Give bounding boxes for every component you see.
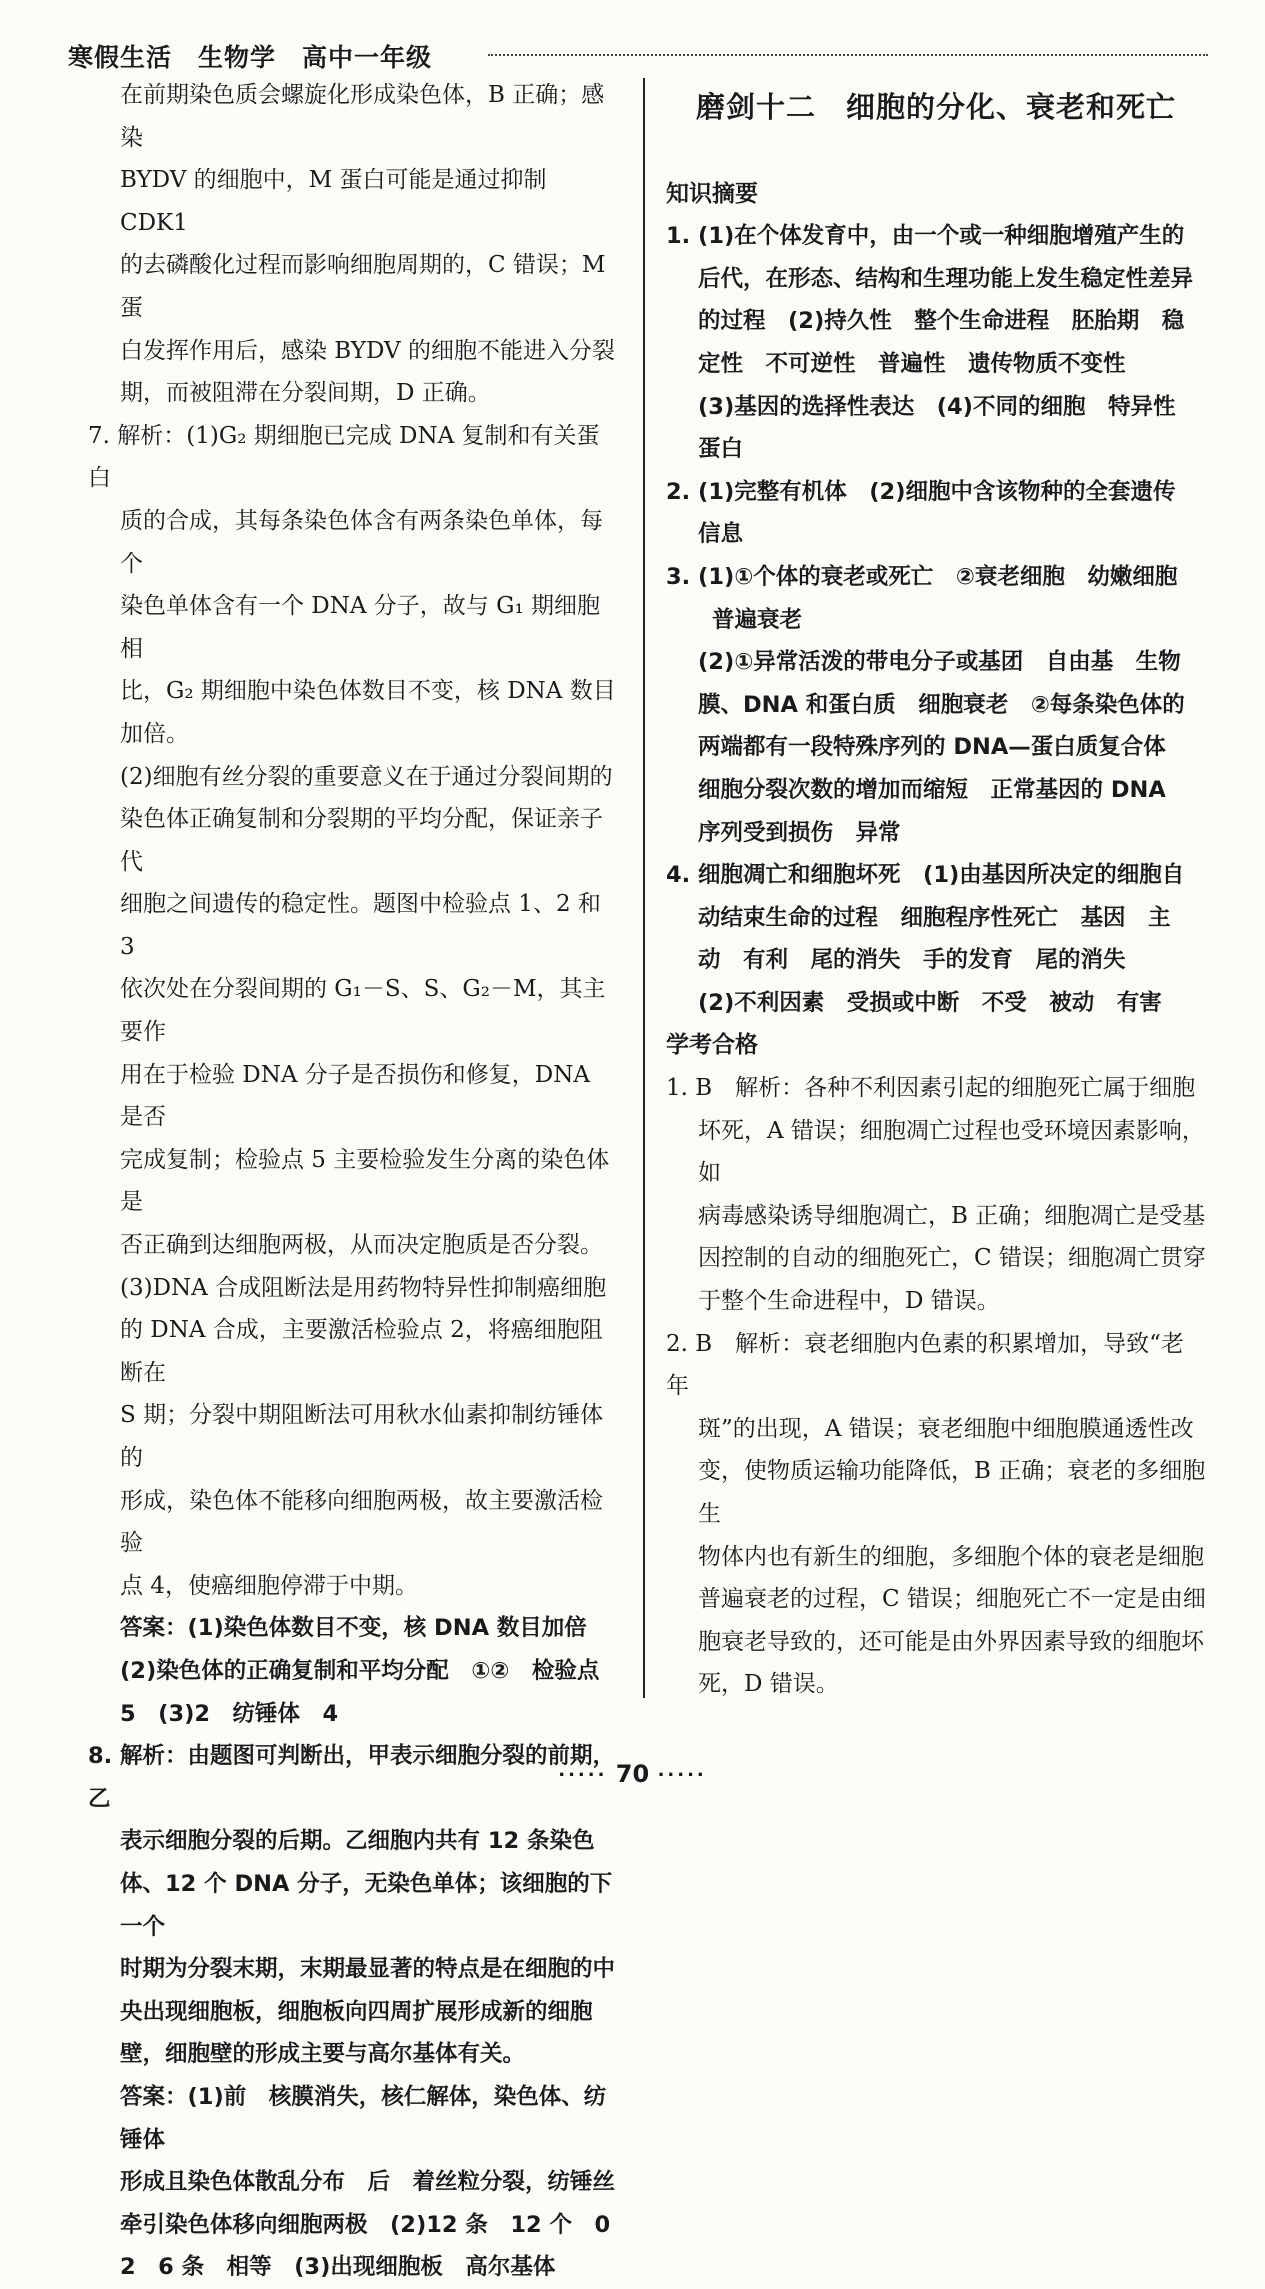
text-line: 5 (3)2 纺锤体 4 (120, 1700, 339, 1727)
text-line: 1. B 解析：各种不利因素引起的细胞死亡属于细胞 (666, 1075, 1196, 1102)
exam-heading: 学考合格 (666, 1032, 758, 1059)
text-line: 的 DNA 合成，主要激活检验点 2，将癌细胞阻断在 (120, 1317, 603, 1386)
text-line: 比，G₂ 期细胞中染色体数目不变，核 DNA 数目 (120, 678, 616, 705)
text-line: 加倍。 (120, 720, 189, 747)
text-line: 点 4，使癌细胞停滞于中期。 (120, 1572, 418, 1599)
text-line: 7. 解析：(1)G₂ 期细胞已完成 DNA 复制和有关蛋白 (88, 422, 600, 492)
text-line: BYDV 的细胞中，M 蛋白可能是通过抑制 CDK1 (120, 167, 547, 236)
text-line: 依次处在分裂间期的 G₁－S、S、G₂－M，其主要作 (120, 976, 606, 1046)
summary-heading: 知识摘要 (666, 180, 758, 207)
text-line: 物体内也有新生的细胞，多细胞个体的衰老是细胞 (698, 1543, 1204, 1570)
text-line: 白发挥作用后，感染 BYDV 的细胞不能进入分裂 (120, 337, 615, 364)
column-divider (643, 78, 645, 1698)
text-line: 4. 细胞凋亡和细胞坏死 (1)由基因所决定的细胞自 (666, 862, 1185, 889)
text-line: (2)细胞有丝分裂的重要意义在于通过分裂间期的 (120, 763, 613, 790)
text-line: 普遍衰老 (712, 606, 803, 633)
text-line: (2)不利因素 受损或中断 不受 被动 有害 (698, 989, 1162, 1016)
text-line: 2. B 解析：衰老细胞内色素的积累增加，导致“老年 (666, 1330, 1184, 1400)
text-line: (2)染色体的正确复制和平均分配 ①② 检验点 (120, 1657, 600, 1684)
text-line: 斑”的出现，A 错误；衰老细胞中细胞膜通透性改 (698, 1415, 1194, 1442)
text-line: 2. (1)完整有机体 (2)细胞中含该物种的全套遗传 (666, 478, 1176, 505)
knowledge-summary (666, 215, 1206, 1024)
text-line: 答案：(1)染色体数目不变，核 DNA 数目加倍 (120, 1615, 587, 1642)
text-line: 形成且染色体散乱分布 后 着丝粒分裂，纺锤丝 (120, 2169, 616, 2196)
text-line: 表示细胞分裂的后期。乙细胞内共有 12 条染色 (120, 1828, 595, 1855)
footer-dots-right: ····· (657, 1764, 707, 1786)
right-column (666, 74, 1206, 1706)
text-line: 染色单体含有一个 DNA 分子，故与 G₁ 期细胞相 (120, 593, 601, 662)
text-line: 染色体正确复制和分裂期的平均分配，保证亲子代 (120, 806, 603, 875)
text-line: 动结束生命的过程 细胞程序性死亡 基因 主 (698, 904, 1171, 931)
text-line: 变，使物质运输功能降低，B 正确；衰老的多细胞生 (698, 1458, 1206, 1527)
text-line: 的去磷酸化过程而影响细胞周期的，C 错误；M 蛋 (120, 252, 606, 321)
question-8-answer (88, 2076, 620, 2289)
text-line: 壁，细胞壁的形成主要与高尔基体有关。 (120, 2041, 526, 2068)
text-line: 体、12 个 DNA 分子，无染色单体；该细胞的下一个 (120, 1870, 613, 1940)
text-line: S 期；分裂中期阻断法可用秋水仙素抑制纺锤体的 (120, 1402, 604, 1471)
text-line: 于整个生命进程中，D 错误。 (698, 1288, 1000, 1315)
text-line: 时期为分裂末期，末期最显著的特点是在细胞的中 (120, 1956, 616, 1983)
footer-dots-left: ····· (558, 1764, 608, 1786)
text-line: 央出现细胞板，细胞板向四周扩展形成新的细胞 (120, 1998, 593, 2025)
text-line: 1. (1)在个体发育中，由一个或一种细胞增殖产生的 (666, 223, 1185, 250)
text-line: (3)基因的选择性表达 (4)不同的细胞 特异性 (698, 393, 1176, 420)
question-7-analysis (88, 415, 620, 1608)
header-rule (488, 54, 1208, 56)
text-line: 两端都有一段特殊序列的 DNA—蛋白质复合体 (698, 734, 1166, 761)
text-line: 坏死，A 错误；细胞凋亡过程也受环境因素影响，如 (698, 1117, 1205, 1187)
text-line: 动 有利 尾的消失 手的发育 尾的消失 (698, 947, 1126, 974)
text-line: 8. 解析：由题图可判断出，甲表示细胞分裂的前期，乙 (88, 1743, 616, 1812)
text-line: 用在于检验 DNA 分子是否损伤和修复，DNA 是否 (120, 1061, 590, 1131)
text-line: 因控制的自动的细胞死亡，C 错误；细胞凋亡贯穿 (698, 1245, 1206, 1272)
text-line: (2)①异常活泼的带电分子或基团 自由基 生物 (698, 649, 1181, 676)
text-line: 期，而被阻滞在分裂间期，D 正确。 (120, 380, 491, 407)
question-7-answer (88, 1607, 620, 1735)
page-number: 70 (615, 1760, 650, 1788)
text-line: 细胞分裂次数的增加而缩短 正常基因的 DNA (698, 776, 1166, 803)
text-line: 死，D 错误。 (698, 1671, 839, 1698)
text-line: (3)DNA 合成阻断法是用药物特异性抑制癌细胞 (120, 1274, 607, 1301)
text-line: 2 6 条 相等 (3)出现细胞板 高尔基体 (120, 2254, 556, 2281)
text-line: 完成复制；检验点 5 主要检验发生分离的染色体是 (120, 1146, 610, 1216)
text-line: 序列受到损伤 异常 (698, 819, 901, 846)
text-line: 3. (1)①个体的衰老或死亡 ②衰老细胞 幼嫩细胞 (666, 563, 1178, 590)
text-line: 普遍衰老的过程，C 错误；细胞死亡不一定是由细 (698, 1586, 1206, 1613)
text-line: 定性 不可逆性 普遍性 遗传物质不变性 (698, 350, 1126, 377)
text-line: 信息 (698, 521, 744, 548)
text-line: 后代，在形态、结构和生理功能上发生稳定性差异 (698, 265, 1194, 292)
exam-answers (666, 1067, 1206, 1706)
text-line: 的过程 (2)持久性 整个生命进程 胚胎期 稳 (698, 308, 1185, 335)
text-line: 细胞之间遗传的稳定性。题图中检验点 1、2 和 3 (120, 891, 601, 960)
header-title: 寒假生活 生物学 高中一年级 (68, 43, 433, 72)
text-line: 答案：(1)前 核膜消失，核仁解体，染色体、纺锤体 (120, 2083, 607, 2153)
text-line: 胞衰老导致的，还可能是由外界因素导致的细胞坏 (698, 1628, 1204, 1655)
text-line: 在前期染色质会螺旋化形成染色体，B 正确；感染 (120, 82, 605, 151)
page-footer (0, 1760, 1265, 1788)
left-column (88, 74, 620, 2289)
text-line: 病毒感染诱导细胞凋亡，B 正确；细胞凋亡是受基 (698, 1202, 1206, 1229)
page-header (68, 38, 1208, 72)
text-line: 形成，染色体不能移向细胞两极，故主要激活检验 (120, 1487, 603, 1557)
text-line: 否正确到达细胞两极，从而决定胞质是否分裂。 (120, 1232, 603, 1259)
text-line: 牵引染色体移向细胞两极 (2)12 条 12 个 0 (120, 2211, 611, 2238)
text-line: 蛋白 (698, 436, 744, 463)
text-line: 质的合成，其每条染色体含有两条染色单体，每个 (120, 507, 603, 577)
text-line: 膜、DNA 和蛋白质 细胞衰老 ②每条染色体的 (698, 691, 1185, 718)
prev-answer-continuation (88, 74, 620, 415)
section-title: 磨剑十二 细胞的分化、衰老和死亡 (695, 90, 1176, 124)
